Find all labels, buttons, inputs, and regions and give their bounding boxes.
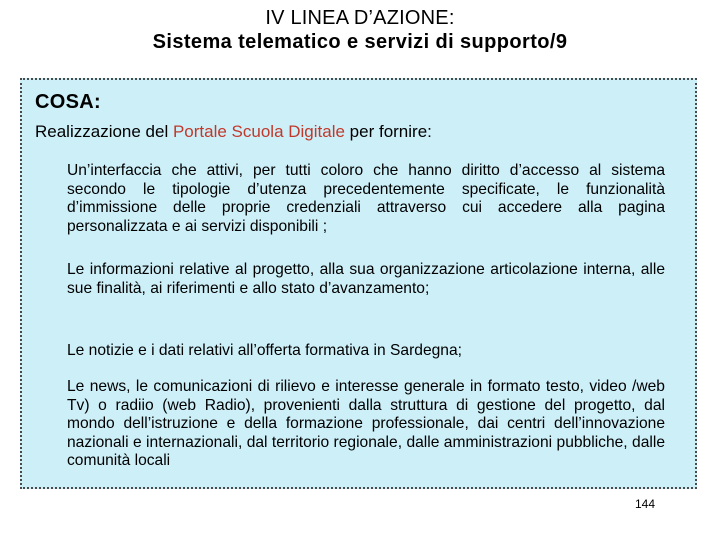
list-item-news <box>67 378 665 471</box>
list-item-lead: Le informazioni relative al progetto <box>67 261 310 278</box>
section-label: COSA: <box>35 91 101 113</box>
list-item-interface <box>67 162 665 236</box>
list-item-news-data <box>67 342 665 361</box>
slide-title <box>0 6 720 54</box>
title-line-2: Sistema telematico e servizi di supporto/9 <box>152 31 568 53</box>
list-item-text: , alla sua organizzazione articolazione interna, alle sue finalità, ai riferimenti e allo stato d’avanzamento; <box>67 261 666 297</box>
list-item-text: , le comunicazioni di rilievo e interesse generale in formato testo, video /web Tv) o radiio (web Radio), provenienti dalla struttura di gestione del progetto, dal mondo dell’istruzione e della formazione professionale, dai centri dell’innovazione nazionali e internazionali, dal territorio regionale, dalle amministrazioni pubbliche, dalle comunità locali <box>67 378 665 469</box>
list-item-text: relativi all’offerta formativa in Sardegna; <box>184 342 462 359</box>
list-item-lead: Un’interfaccia <box>67 162 162 179</box>
list-item-text: che attivi, per tutti coloro che hanno diritto d’accesso al sistema secondo le tipologie d’utenza precedentemente specificate, le funzionalità d’immissione delle proprie credenziali attraverso cui accedere alla pagina personalizzata e ai servizi disponibili ; <box>67 162 665 235</box>
title-line-1: IV LINEA D’AZIONE: <box>265 7 455 29</box>
content-panel <box>20 78 697 489</box>
intro-text <box>35 122 675 142</box>
intro-after: per fornire: <box>344 122 432 141</box>
portal-name-highlight: Portale Scuola Digitale <box>172 122 345 141</box>
list-item-lead: Le news <box>67 378 127 395</box>
page-number: 144 <box>634 497 656 511</box>
intro-before: Realizzazione del <box>35 122 173 141</box>
list-item-lead: Le notizie e i dati <box>67 342 185 359</box>
list-item-project-info <box>67 261 665 298</box>
